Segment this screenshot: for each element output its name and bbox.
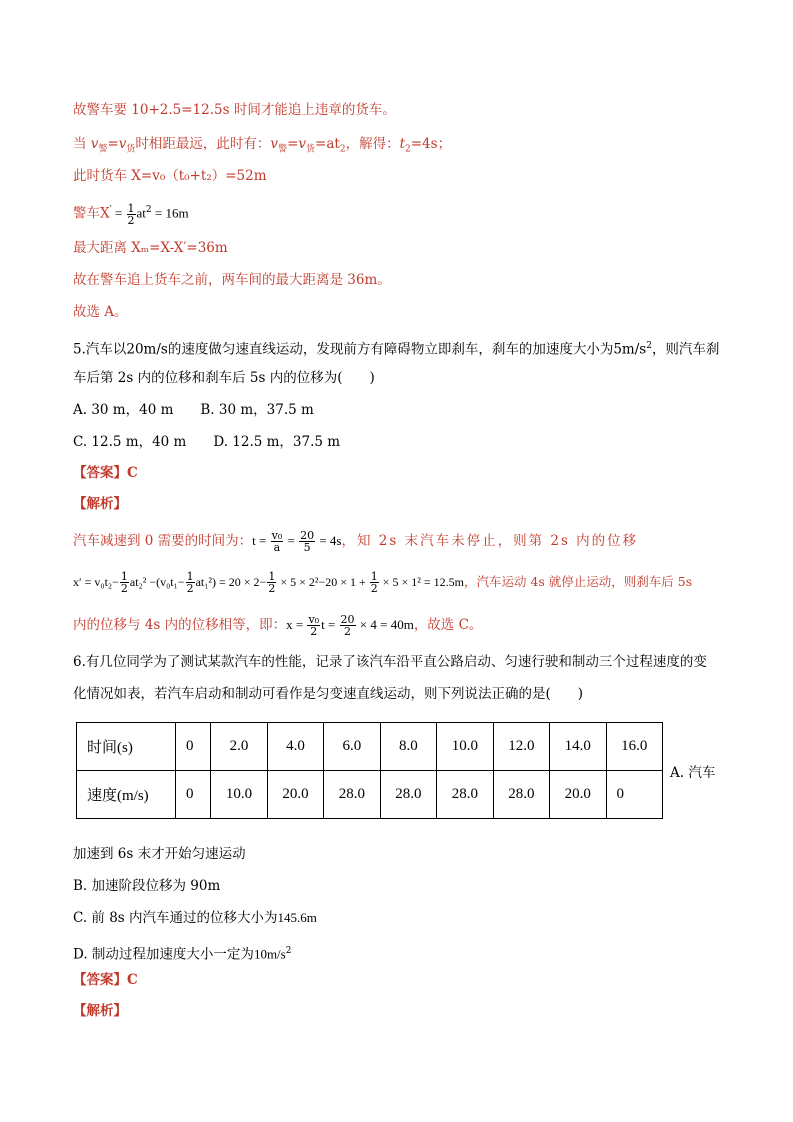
option-line: C. 12.5 m，40 m D. 12.5 m，37.5 m [73,434,341,450]
table-cell: 20.0 [267,771,323,819]
text-line: 当 $v_警=v_货$时相距最远，此时有：$v_警=v_货=at_2$，解得：$t_2=4s$； [73,136,452,155]
table-cell: 10.0 [437,723,493,771]
option-a-head: A. 汽车 [670,765,716,781]
option-line: A. 30 m，40 m B. 30 m，37.5 m [73,402,314,418]
table-header-time: 时间(s) [77,723,176,771]
formula-line: 警车X′ = $\frac{1}{2}$ $at^2 = 16m$ [73,201,189,227]
analysis-label: 【解析】 [73,496,127,512]
text-line: 故在警车追上货车之前，两车间的最大距离是 36m。 [73,272,391,288]
text-line: 故警车要 10+2.5=12.5s 时间才能追上违章的货车。 [73,102,396,118]
solution-line: 内的位移与 4s 内的位移相等，即：x = $\frac{\text{v₀}}{2}$ t = $\frac{20}{2}$ × 4 = 40m，故选 C。 [73,613,483,638]
table-cell: 16.0 [606,723,662,771]
table-cell: 28.0 [380,771,436,819]
question-6-cont: 化情况如表，若汽车启动和制动可看作是匀变速直线运动，则下列说法正确的是( ) [73,686,584,702]
table-cell: 0 [176,771,211,819]
table-cell: 20.0 [550,771,606,819]
table-cell: 12.0 [493,723,549,771]
table-cell: 2.0 [211,723,267,771]
table-header-speed: 速度(m/s) [77,771,176,819]
solution-line: 汽车减速到 0 需要的时间为：t = $\frac{\text{v₀}}{a}$ = $\frac{20}{5}$ = 4s，知 2s 末汽车未停止，则第 2s 内的位移 [73,529,639,554]
question-5-cont: 车后第 2s 内的位移和刹车后 5s 内的位移为( ) [73,370,375,386]
table-cell: 8.0 [380,723,436,771]
data-table [76,722,663,819]
question-5: 5.汽车以20m/s的速度做匀速直线运动，发现前方有障碍物立即刹车，刹车的加速度大小为$5m/s^2$，则汽车刹 [73,341,720,358]
answer-label: 【答案】C [73,465,138,481]
table-cell: 0 [176,723,211,771]
table-cell: 28.0 [437,771,493,819]
table-cell: 14.0 [550,723,606,771]
table-cell: 6.0 [324,723,380,771]
question-6: 6.有几位同学为了测试某款汽车的性能，记录了该汽车沿平直公路启动、匀速行驶和制动三个过程速度的变 [73,654,707,670]
text-line: 故选 A。 [73,304,128,320]
table-cell: 10.0 [211,771,267,819]
option-line: B. 加速阶段位移为 90m [73,878,221,894]
answer-label: 【答案】C [73,972,138,988]
option-line: D. 制动过程加速度大小一定为$10m/s^2$ [73,946,292,963]
table-cell: 0 [606,771,662,819]
solution-line: x′ = v₀t₂− $\frac{1}{2}$ at₂² −(v₀t₁− $\frac{1}{2}$ at₁²) = 20 × 2− $\frac{1}{2}$ × 5 × 2²−20 × 1 + $\frac{1}{2}$ × 5 × 1² = 12.5m，汽车运动 4s 就停止运动，则刹车后 5s [73,570,693,595]
analysis-label: 【解析】 [73,1003,127,1019]
text-line: 此时货车 X=v₀（t₀+t₂）=52m [73,168,267,184]
option-a-cont: 加速到 6s 末才开始匀速运动 [73,846,246,862]
table-row [77,771,663,819]
option-line: C. 前 8s 内汽车通过的位移大小为145.6m [73,910,317,926]
table-cell: 4.0 [267,723,323,771]
table-row [77,723,663,771]
table-cell: 28.0 [324,771,380,819]
table-cell: 28.0 [493,771,549,819]
text-line: 最大距离 Xₘ=X-X′=36m [73,240,228,256]
